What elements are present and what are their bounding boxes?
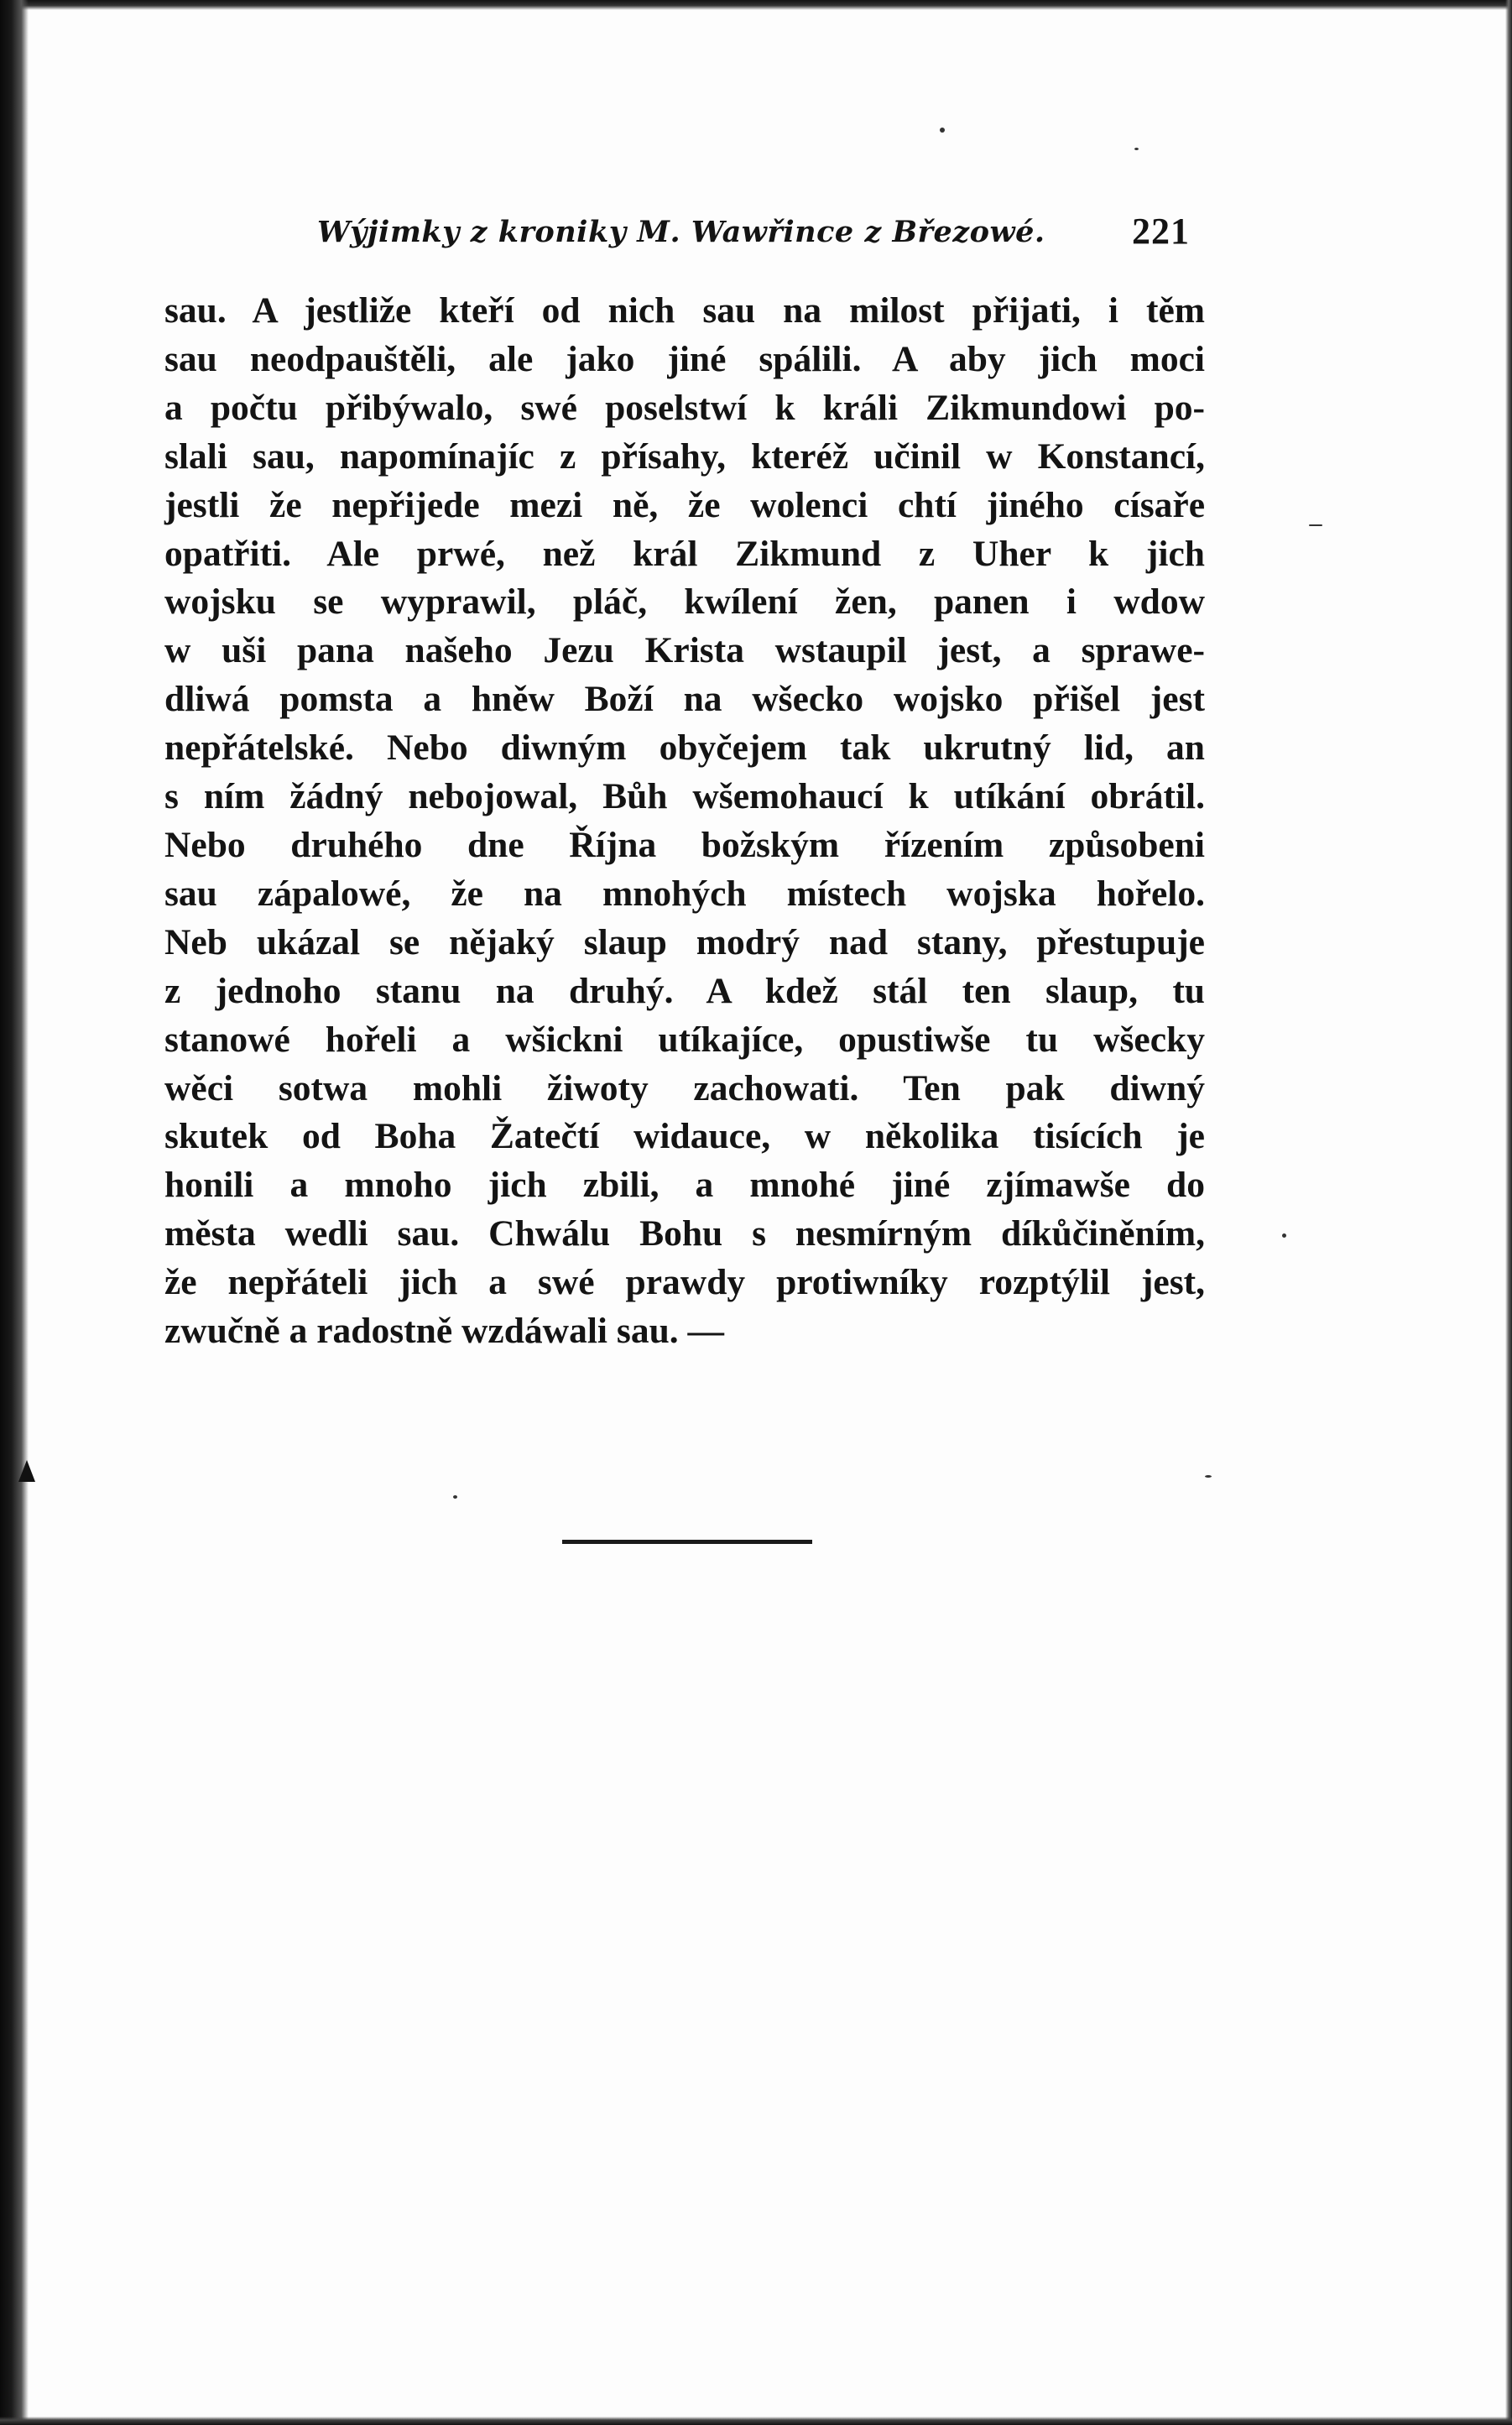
body-text	[164, 287, 1205, 1356]
text-line: z jednoho stanu na druhý. A kdež stál ten slaup, tu	[164, 970, 1205, 1011]
text-line: honili a mnoho jich zbili, a mnohé jiné zjímawše do	[164, 1165, 1205, 1206]
scan-speck	[1309, 524, 1322, 526]
scan-edge-top	[0, 0, 1512, 10]
text-line: zwučně a radostně wzdáwali sau. —	[164, 1311, 725, 1352]
text-line: a počtu přibýwalo, swé poselstwí k králi Zikmundowi po-	[164, 387, 1205, 428]
text-line: že nepřáteli jich a swé prawdy protiwníky rozptýlil jest,	[164, 1262, 1205, 1303]
scan-edge-right	[1505, 0, 1512, 2425]
scan-edge-left	[0, 0, 29, 2425]
text-line: slali sau, napomínajíc z přísahy, kteréž učinil w Konstancí,	[164, 435, 1205, 477]
text-line: sau. A jestliže kteří od nich sau na milost přijati, i těm	[164, 290, 1205, 331]
page-number: 221	[1132, 211, 1190, 252]
text-line: wojsku se wyprawil, pláč, kwílení žen, panen i wdow	[164, 581, 1205, 623]
scan-speck	[453, 1495, 457, 1499]
text-line: jestli že nepřijede mezi ně, že wolenci chtí jiného císaře	[164, 484, 1205, 525]
text-line: wěci sotwa mohli žiwoty zachowati. Ten pak diwný	[164, 1067, 1205, 1108]
scan-speck	[1134, 148, 1139, 150]
scan-speck	[940, 128, 945, 133]
text-line: města wedli sau. Chwálu Bohu s nesmírným díkůčiněním,	[164, 1213, 1205, 1254]
running-title: Wýjimky z kroniky M. Wawřince z Březowé.	[317, 215, 1045, 249]
scan-speck	[1205, 1475, 1212, 1478]
text-line: sau neodpauštěli, ale jako jiné spálili. A aby jich moci	[164, 338, 1205, 379]
text-line: opatřiti. Ale prwé, než král Zikmund z Uher k jich	[164, 533, 1205, 574]
scan-speck	[1282, 1233, 1286, 1238]
text-line: Neb ukázal se nějaký slaup modrý nad stany, přestupuje	[164, 921, 1205, 962]
section-end-rule	[562, 1540, 812, 1544]
page-header	[317, 208, 1190, 267]
text-line: dliwá pomsta a hněw Boží na wšecko wojsko přišel jest	[164, 679, 1205, 720]
text-line: sau zápalowé, že na mnohých místech wojska hořelo.	[164, 873, 1205, 914]
text-line: stanowé hořeli a wšickni utíkajíce, opustiwše tu wšecky	[164, 1019, 1205, 1060]
text-line: Nebo druhého dne Října božským řízením způsobeni	[164, 824, 1205, 865]
text-line: s ním žádný nebojowal, Bůh wšemohaucí k utíkání obrátil.	[164, 776, 1205, 817]
text-line: skutek od Boha Žatečtí widauce, w několika tisících je	[164, 1116, 1205, 1157]
text-line: w uši pana našeho Jezu Krista wstaupil jest, a sprawe-	[164, 630, 1205, 671]
text-line: nepřátelské. Nebo diwným obyčejem tak ukrutný lid, an	[164, 728, 1205, 769]
scan-edge-bottom	[0, 2417, 1512, 2425]
